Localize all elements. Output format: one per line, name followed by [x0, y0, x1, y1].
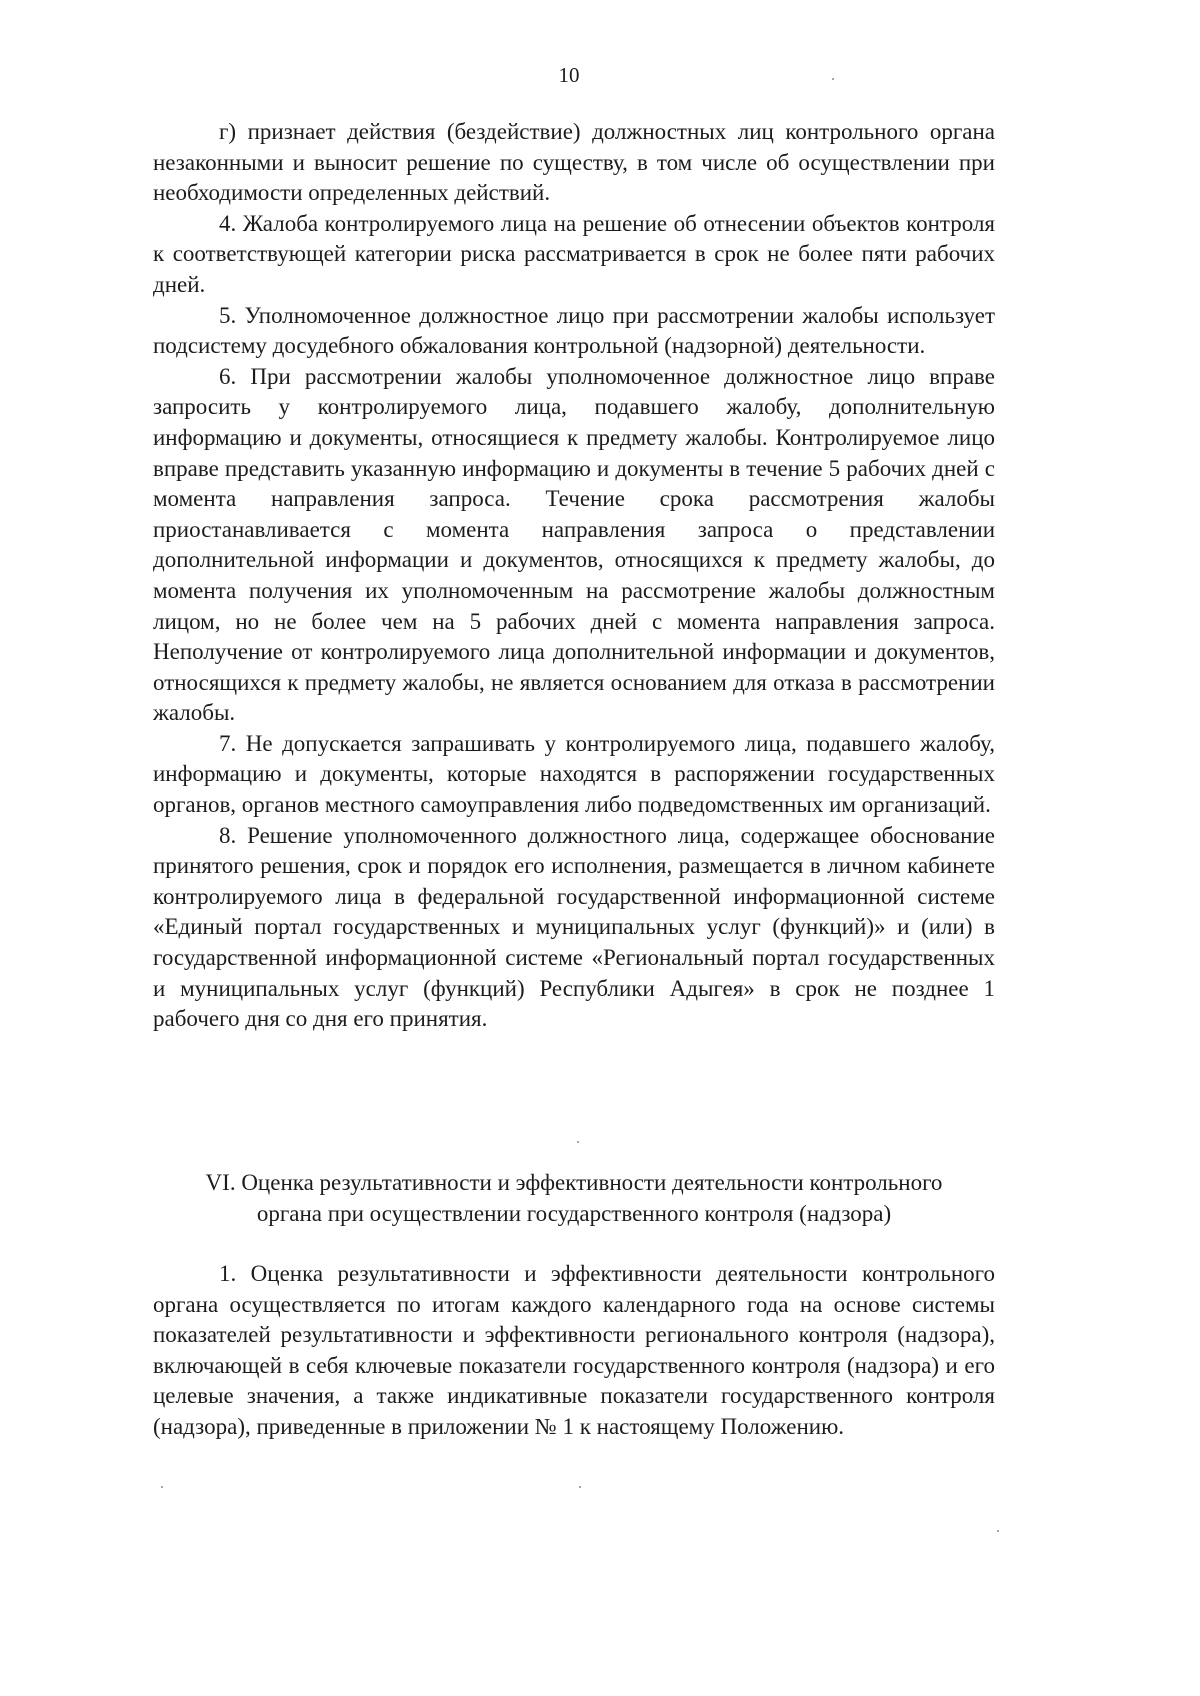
scan-speck — [579, 1486, 581, 1488]
paragraph-4-risk-category-complaint: 4. Жалоба контролируемого лица на решение об отнесении объектов контроля к соответствующей категории риска рассматривается в срок не более пяти рабочих дней. — [153, 210, 995, 297]
paragraph-5-pretrial-subsystem: 5. Уполномоченное должностное лицо при рассмотрении жалобы использует подсистему досудебного обжалования контрольной (надзорной) деятельности. — [153, 302, 995, 359]
paragraph-7-request-restriction: 7. Не допускается запрашивать у контролируемого лица, подавшего жалобу, информацию и документы, которые находятся в распоряжении государственных органов, органов местного самоуправления либо подведомственных им организаций. — [153, 730, 995, 818]
scan-speck — [161, 1486, 163, 1488]
section-heading-vi — [150, 1167, 998, 1229]
scan-speck — [577, 1141, 579, 1143]
scan-speck — [997, 1530, 999, 1532]
performance-evaluation-text — [153, 1259, 995, 1443]
section-heading-line-2: органа при осуществлении государственного контроля (надзора) — [256, 1201, 892, 1226]
complaint-procedure-text — [153, 117, 995, 1035]
page-number: 10 — [558, 63, 580, 87]
paragraph-8-decision-publication: 8. Решение уполномоченного должностного лица, содержащее обоснование принятого решения, срок и порядок его исполнения, размещается в личном кабинете контролируемого лица в федеральной государственной информационной системе «Единый портал государственных и муниципальных услуг (функций)» и (или) в государственной информационной системе «Региональный портал государственных и муниципальных услуг (функций) Республики Адыгея» в срок не позднее 1 рабочего дня со дня его принятия. — [153, 822, 995, 1032]
paragraph-1-performance-evaluation: 1. Оценка результативности и эффективности деятельности контрольного органа осуществляется по итогам каждого календарного года на основе системы показателей результативности и эффективности регионального контроля (надзора), включающей в себя ключевые показатели государственного контроля (надзора) и его целевые значения, а также индикативные показатели государственного контроля (надзора), приведенные в приложении № 1 к настоящему Положению. — [153, 1261, 995, 1439]
paragraph-g-decision: г) признает действия (бездействие) должностных лиц контрольного органа незаконными и выносит решение по существу, в том числе об осуществлении при необходимости определенных действий. — [153, 119, 995, 206]
paragraph-6-additional-information: 6. При рассмотрении жалобы уполномоченное должностное лицо вправе запросить у контролируемого лица, подавшего жалобу, дополнительную информацию и документы, относящиеся к предмету жалобы. Контролируемое лицо вправе представить указанную информацию и документы в течение 5 рабочих дней с момента направления запроса. Течение срока рассмотрения жалобы приостанавливается с момента направления запроса о представлении дополнительной информации и документов, относящихся к предмету жалобы, до момента получения их уполномоченным на рассмотрение жалобы должностным лицом, но не более чем на 5 рабочих дней с момента направления запроса. Неполучение от контролируемого лица дополнительной информации и документов, относящихся к предмету жалобы, не является основанием для отказа в рассмотрении жалобы. — [153, 363, 995, 726]
section-heading-line-1: VI. Оценка результативности и эффективности деятельности контрольного — [205, 1170, 943, 1195]
scan-speck — [832, 78, 834, 80]
